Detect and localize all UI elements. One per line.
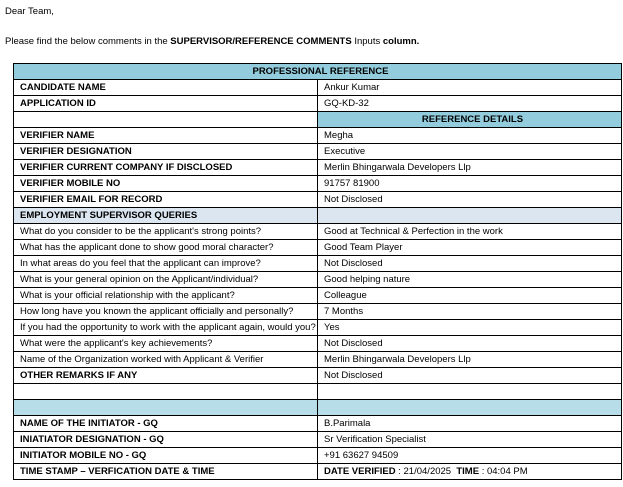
query-answer: 7 Months — [318, 304, 622, 320]
query-answer: Good at Technical & Perfection in the work — [318, 224, 622, 240]
table-row — [14, 336, 622, 352]
initiator-mobile-label: INITIATOR MOBILE NO - GQ — [14, 448, 318, 464]
verifier-email-label: VERIFIER EMAIL FOR RECORD — [14, 192, 318, 208]
query-answer: Yes — [318, 320, 622, 336]
table-row — [14, 352, 622, 368]
table-row — [14, 368, 622, 384]
table-row — [14, 464, 622, 480]
reference-details-header-row — [14, 112, 622, 128]
empty-cell — [318, 208, 622, 224]
table-row — [14, 448, 622, 464]
intro-bold-column-name: SUPERVISOR/REFERENCE COMMENTS — [170, 36, 352, 47]
query-question: What were the applicant's key achievements? — [14, 336, 318, 352]
initiator-designation-label: INIATIATOR DESIGNATION - GQ — [14, 432, 318, 448]
table-row — [14, 304, 622, 320]
query-question: What is your general opinion on the Applicant/individual? — [14, 272, 318, 288]
spacer-row-shaded — [14, 400, 622, 416]
query-question: What do you consider to be the applicant's strong points? — [14, 224, 318, 240]
query-answer: Good Team Player — [318, 240, 622, 256]
time-label: TIME — [456, 466, 480, 477]
table-row — [14, 192, 622, 208]
table-row — [14, 176, 622, 192]
time-value: : 04:04 PM — [479, 466, 528, 477]
supervisor-queries-header: EMPLOYMENT SUPERVISOR QUERIES — [14, 208, 318, 224]
verifier-company-value: Merlin Bhingarwala Developers Llp — [318, 160, 622, 176]
verifier-company-label: VERIFIER CURRENT COMPANY IF DISCLOSED — [14, 160, 318, 176]
timestamp-label: TIME STAMP – VERFICATION DATE & TIME — [14, 464, 318, 480]
query-question: How long have you known the applicant officially and personally? — [14, 304, 318, 320]
application-id-label: APPLICATION ID — [14, 96, 318, 112]
query-question: What has the applicant done to show good moral character? — [14, 240, 318, 256]
intro-middle: Inputs — [351, 36, 383, 47]
query-answer: Not Disclosed — [318, 256, 622, 272]
spacer-row — [14, 384, 622, 400]
other-remarks-label: OTHER REMARKS IF ANY — [14, 368, 318, 384]
table-row — [14, 272, 622, 288]
table-row — [14, 224, 622, 240]
verifier-mobile-label: VERIFIER MOBILE NO — [14, 176, 318, 192]
timestamp-value — [318, 464, 622, 480]
candidate-name-value: Ankur Kumar — [318, 80, 622, 96]
table-row — [14, 320, 622, 336]
empty-cell — [318, 400, 622, 416]
verifier-designation-value: Executive — [318, 144, 622, 160]
verifier-name-label: VERIFIER NAME — [14, 128, 318, 144]
initiator-mobile-value: +91 63627 94509 — [318, 448, 622, 464]
date-verified-value: : 21/04/2025 — [395, 466, 457, 477]
empty-cell — [14, 112, 318, 128]
date-verified-label: DATE VERIFIED — [324, 466, 396, 477]
query-question: If you had the opportunity to work with the applicant again, would you? — [14, 320, 318, 336]
query-question: In what areas do you feel that the applicant can improve? — [14, 256, 318, 272]
professional-reference-table — [13, 63, 622, 480]
table-row — [14, 256, 622, 272]
table-row — [14, 288, 622, 304]
query-question: What is your official relationship with the applicant? — [14, 288, 318, 304]
table-row — [14, 80, 622, 96]
reference-details-header: REFERENCE DETAILS — [318, 112, 622, 128]
supervisor-queries-header-row — [14, 208, 622, 224]
empty-cell — [14, 384, 318, 400]
initiator-name-value: B.Parimala — [318, 416, 622, 432]
table-title-row — [14, 64, 622, 80]
other-remarks-value: Not Disclosed — [318, 368, 622, 384]
query-answer: Not Disclosed — [318, 336, 622, 352]
table-row — [14, 160, 622, 176]
initiator-designation-value: Sr Verification Specialist — [318, 432, 622, 448]
table-row — [14, 432, 622, 448]
table-row — [14, 128, 622, 144]
table-row — [14, 416, 622, 432]
intro-bold-column: column. — [382, 36, 420, 47]
query-answer: Good helping nature — [318, 272, 622, 288]
verifier-email-value: Not Disclosed — [318, 192, 622, 208]
candidate-name-label: CANDIDATE NAME — [14, 80, 318, 96]
application-id-value: GQ-KD-32 — [318, 96, 622, 112]
table-row — [14, 144, 622, 160]
query-answer: Merlin Bhingarwala Developers Llp — [318, 352, 622, 368]
intro-text — [5, 36, 419, 47]
empty-cell — [318, 384, 622, 400]
table-row — [14, 96, 622, 112]
query-question: Name of the Organization worked with Applicant & Verifier — [14, 352, 318, 368]
verifier-designation-label: VERIFIER DESIGNATION — [14, 144, 318, 160]
empty-cell — [14, 400, 318, 416]
intro-before: Please find the below comments in the — [5, 36, 171, 47]
greeting: Dear Team, — [5, 6, 54, 17]
table-title: PROFESSIONAL REFERENCE — [14, 64, 622, 80]
verifier-mobile-value: 91757 81900 — [318, 176, 622, 192]
initiator-name-label: NAME OF THE INITIATOR - GQ — [14, 416, 318, 432]
table-row — [14, 240, 622, 256]
verifier-name-value: Megha — [318, 128, 622, 144]
query-answer: Colleague — [318, 288, 622, 304]
